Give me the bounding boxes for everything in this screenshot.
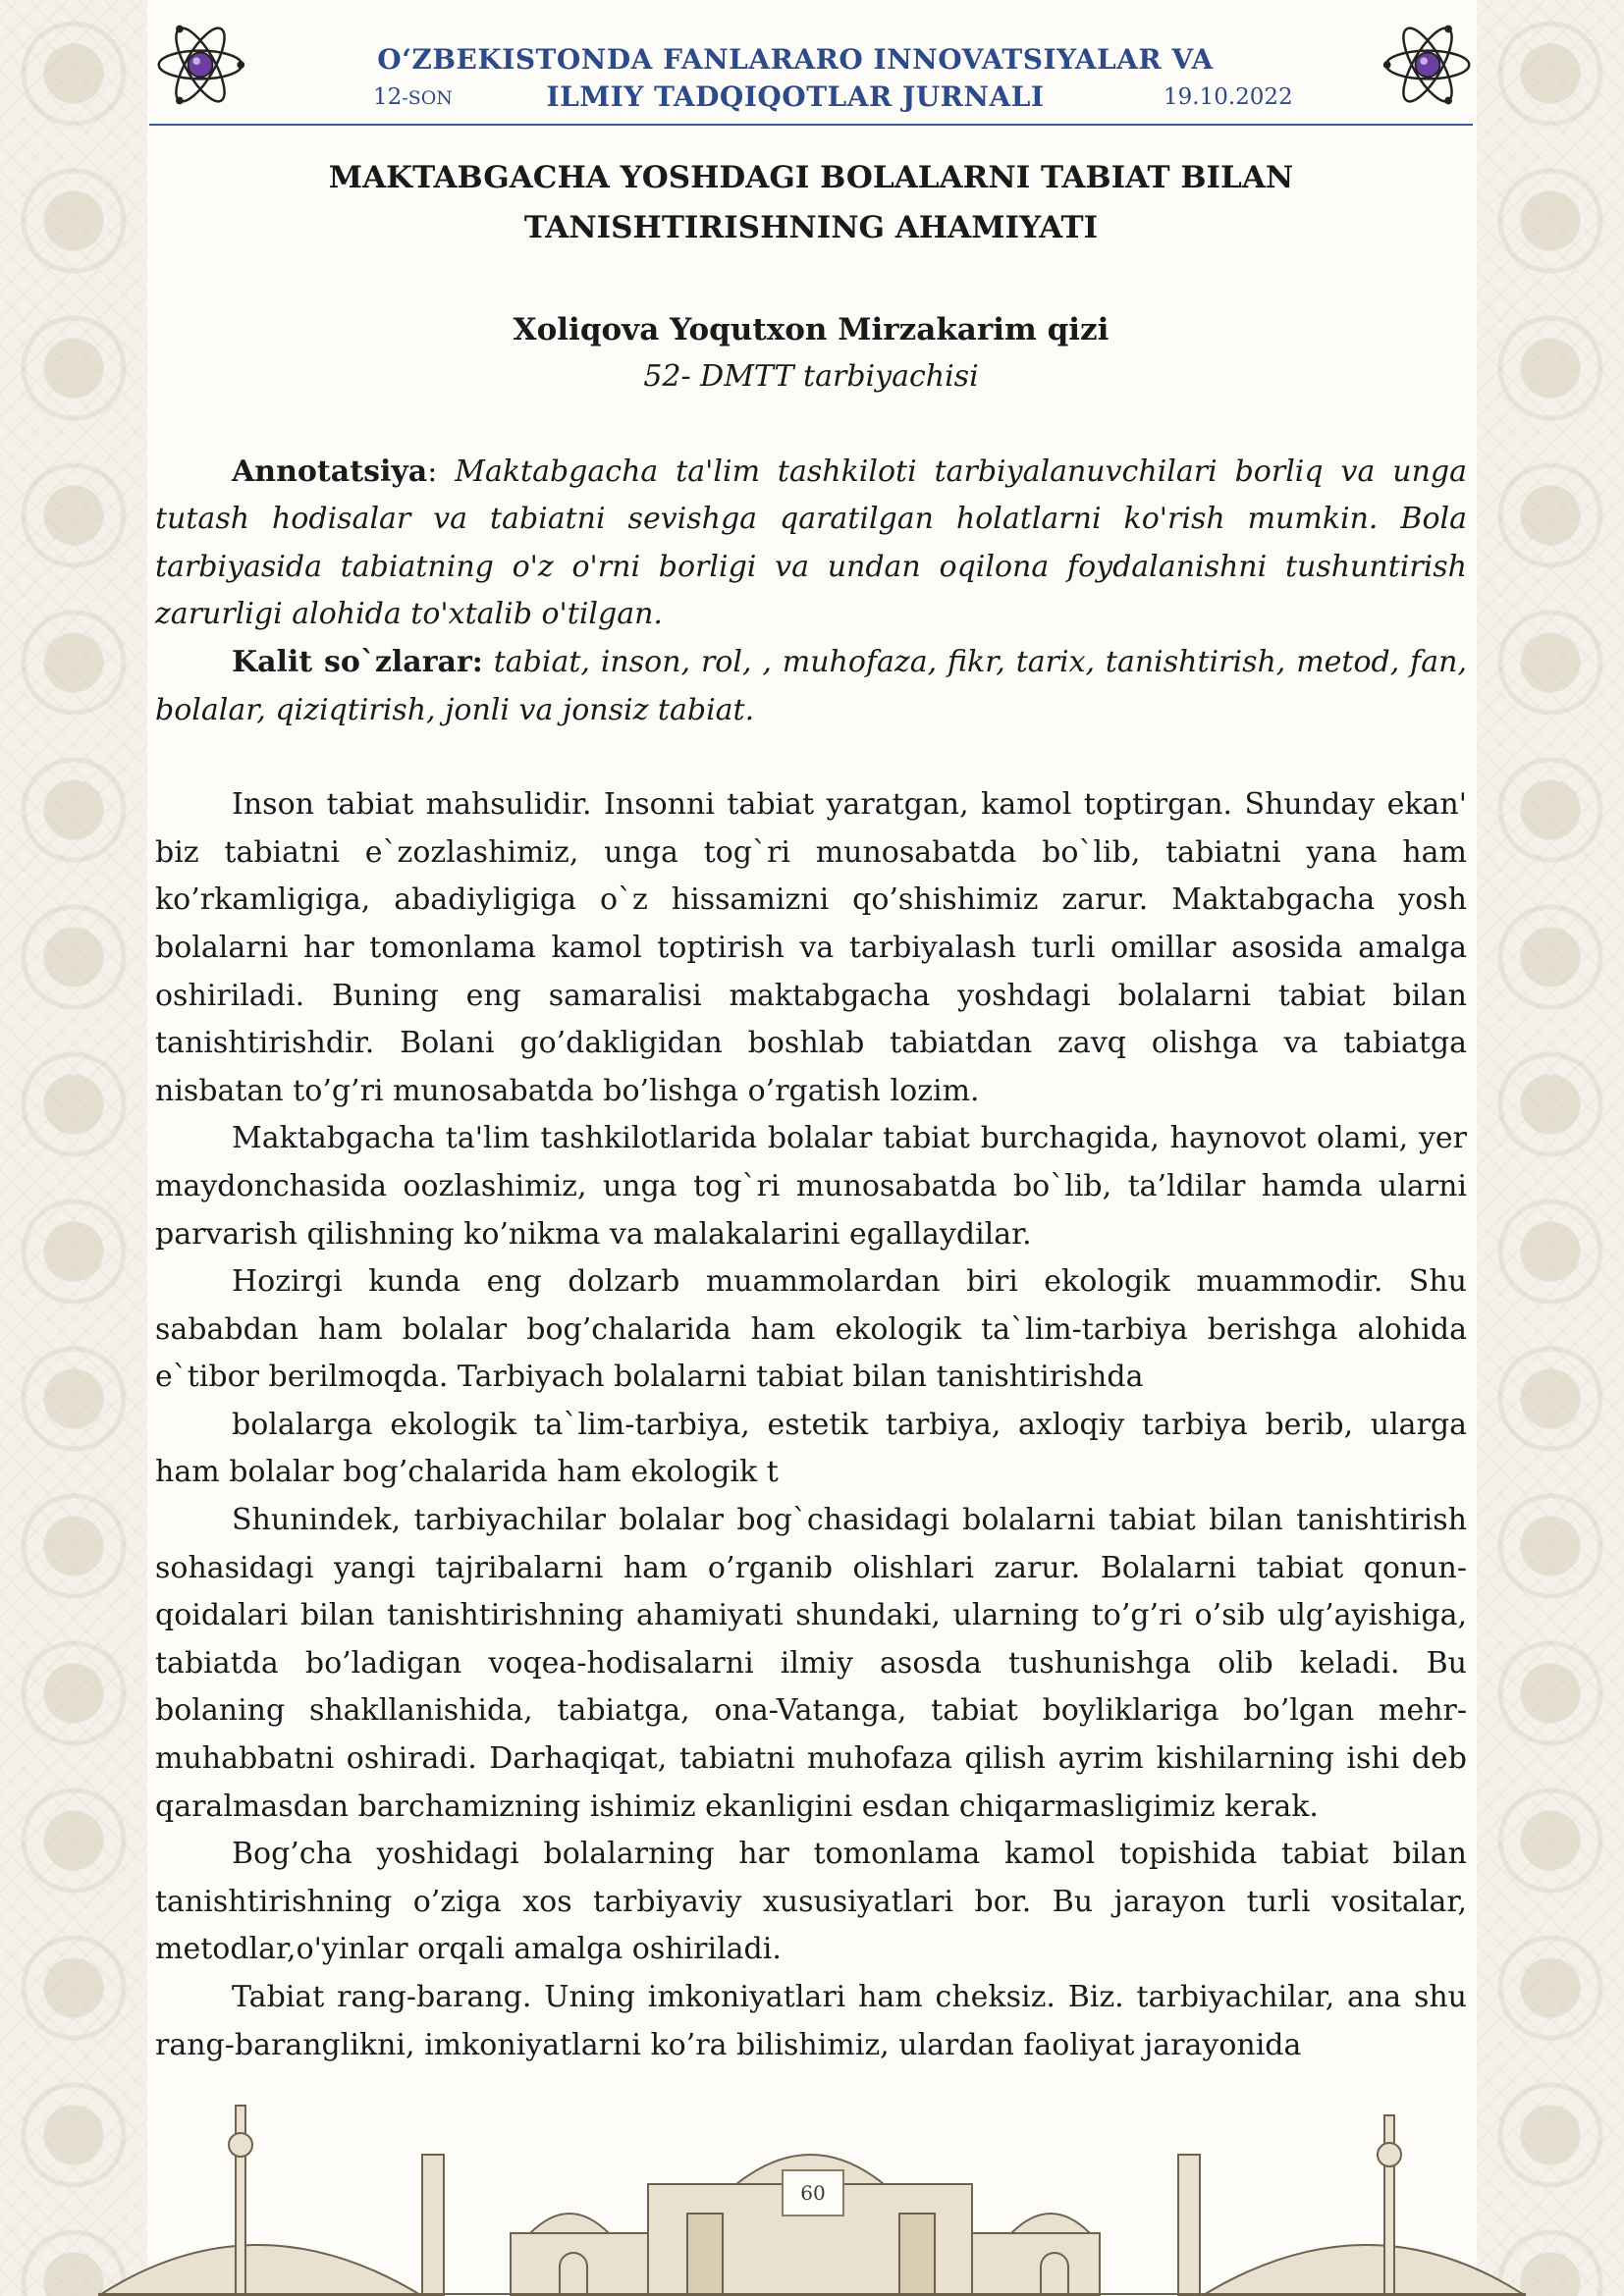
journal-title-line2: ILMIY TADQIQOTLAR JURNALI bbox=[546, 80, 1045, 113]
header-divider bbox=[149, 124, 1473, 126]
atom-logo-icon bbox=[153, 18, 247, 112]
issue-number-value: 12 bbox=[373, 84, 403, 110]
right-border-ornament bbox=[1477, 0, 1624, 2296]
article-title-line2: TANISHTIRISHNING AHAMIYATI bbox=[523, 210, 1099, 245]
annotation-text: Maktabgacha ta'lim tashkiloti tarbiyalanuvchilari borliq va unga tutash hodisalar va tabiatni sevishga qaratilgan holatlarni ko'rish mumkin. Bola tarbiyasida tabiatning o'z o'rni borligi va undan oqilona foydalanishni tushuntirish zarurligi alohida to'xtalib o'tilgan. bbox=[155, 454, 1467, 632]
article-body bbox=[155, 147, 1467, 2069]
page-number: 60 bbox=[782, 2169, 844, 2216]
section-spacer bbox=[155, 734, 1467, 781]
issue-suffix: -SON bbox=[402, 87, 453, 109]
atom-logo-icon bbox=[1380, 18, 1475, 112]
journal-title-line1: O‘ZBEKISTONDA FANLARARO INNOVATSIYALAR VA bbox=[377, 43, 1214, 76]
keywords-label: Kalit so`zlarar: bbox=[232, 644, 483, 679]
body-paragraph: Hozirgi kunda eng dolzarb muammolardan biri ekologik muammodir. Shu sababdan ham bolalar bog’chalarida ham ekologik ta`lim-tarbiya berishga alohida e`tibor berilmoqda. Tarbiyach bolalarni tabiat bilan tanishtirishda bbox=[155, 1264, 1467, 1395]
keywords-paragraph bbox=[155, 639, 1467, 734]
annotation-paragraph bbox=[155, 449, 1467, 639]
keywords-text: tabiat, inson, rol, , muhofaza, fikr, tarix, tanishtirish, metod, fan, bolalar, qiziqtirish, jonli va jonsiz tabiat. bbox=[155, 644, 1467, 727]
body-paragraph: Bog’cha yoshidagi bolalarning har tomonlama kamol topishida tabiat bilan tanishtirishning o’ziga xos tarbiyaviy xususiyatlari bor. Bu jarayon turli vositalar, metodlar,o'yinlar orqali amalga oshiriladi. bbox=[155, 1837, 1467, 1967]
annotation-label: Annotatsiya bbox=[232, 454, 428, 489]
annotation-colon: : bbox=[427, 454, 456, 489]
body-paragraph: bolalarga ekologik ta`lim-tarbiya, estetik tarbiya, axloqiy tarbiya berib, ularga ham bolalar bog’chalarida ham ekologik t bbox=[155, 1407, 1467, 1490]
article-title-line1: MAKTABGACHA YOSHDAGI BOLALARNI TABIAT BILAN bbox=[328, 160, 1294, 195]
body-paragraph: Maktabgacha ta'lim tashkilotlarida bolalar tabiat burchagida, haynovot olami, yer maydonchasida oozlashimiz, unga tog`ri munosabatda bo`lib, ta’ldilar hamda ularni parvarish qilishning ko’nikma va malakalarini egallaydilar. bbox=[155, 1121, 1467, 1252]
journal-title bbox=[334, 41, 1257, 116]
left-border-ornament bbox=[0, 0, 147, 2296]
issue-date: 19.10.2022 bbox=[1164, 84, 1293, 110]
body-paragraph: Shunindek, tarbiyachilar bolalar bog`chasidagi bolalarni tabiat bilan tanishtirish sohasidagi yangi tajribalarni ham o’rganib olishlari zarur. Bolalarni tabiat qonun-qoidalari bilan tanishtirishning ahamiyati shundaki, ularning to’g’ri o’sib ulg’ayishiga, tabiatda bo’ladigan voqea-hodisalarni ilmiy asosda tushunishga olib keladi. Bu bolaning shakllanishida, tabiatga, ona-Vatanga, tabiat boyliklariga bo’lgan mehr-muhabbatni oshiradi. Darhaqiqat, tabiatni muhofaza qilish ayrim kishilarning ishi deb qaralmasdan barchamizning ishimiz ekanligini esdan chiqarmasligimiz kerak. bbox=[155, 1503, 1467, 1824]
author-affiliation: 52- DMTT tarbiyachisi bbox=[643, 359, 979, 394]
body-paragraph: Tabiat rang-barang. Uning imkoniyatlari ham cheksiz. Biz. tarbiyachilar, ana shu rang-baranglikni, imkoniyatlarni ko’ra bilishimiz, ulardan faoliyat jarayonida bbox=[155, 1980, 1467, 2062]
author-name: Xoliqova Yoqutxon Mirzakarim qizi bbox=[513, 312, 1110, 347]
article-title bbox=[155, 153, 1467, 253]
body-paragraph: Inson tabiat mahsulidir. Insonni tabiat yaratgan, kamol toptirgan. Shunday ekan' biz tabiatni e`zozlashimiz, unga tog`ri munosabatda bo`lib, tabiatni yana ham ko’rkamligiga, abadiyligiga o`z hissamizni qo’shishimiz zarur. Maktabgacha yosh bolalarni har tomonlama kamol toptirish va tarbiyalash turli omillar asosida amalga oshiriladi. Buning eng samaralisi maktabgacha yoshdagi bolalarni tabiat bilan tanishtirishdir. Bolani go’dakligidan boshlab tabiatdan zavq olishga va tabiatga nisbatan to’g’ri munosabatda bo’lishga o’rgatish lozim. bbox=[155, 787, 1467, 1108]
issue-number bbox=[373, 84, 453, 110]
